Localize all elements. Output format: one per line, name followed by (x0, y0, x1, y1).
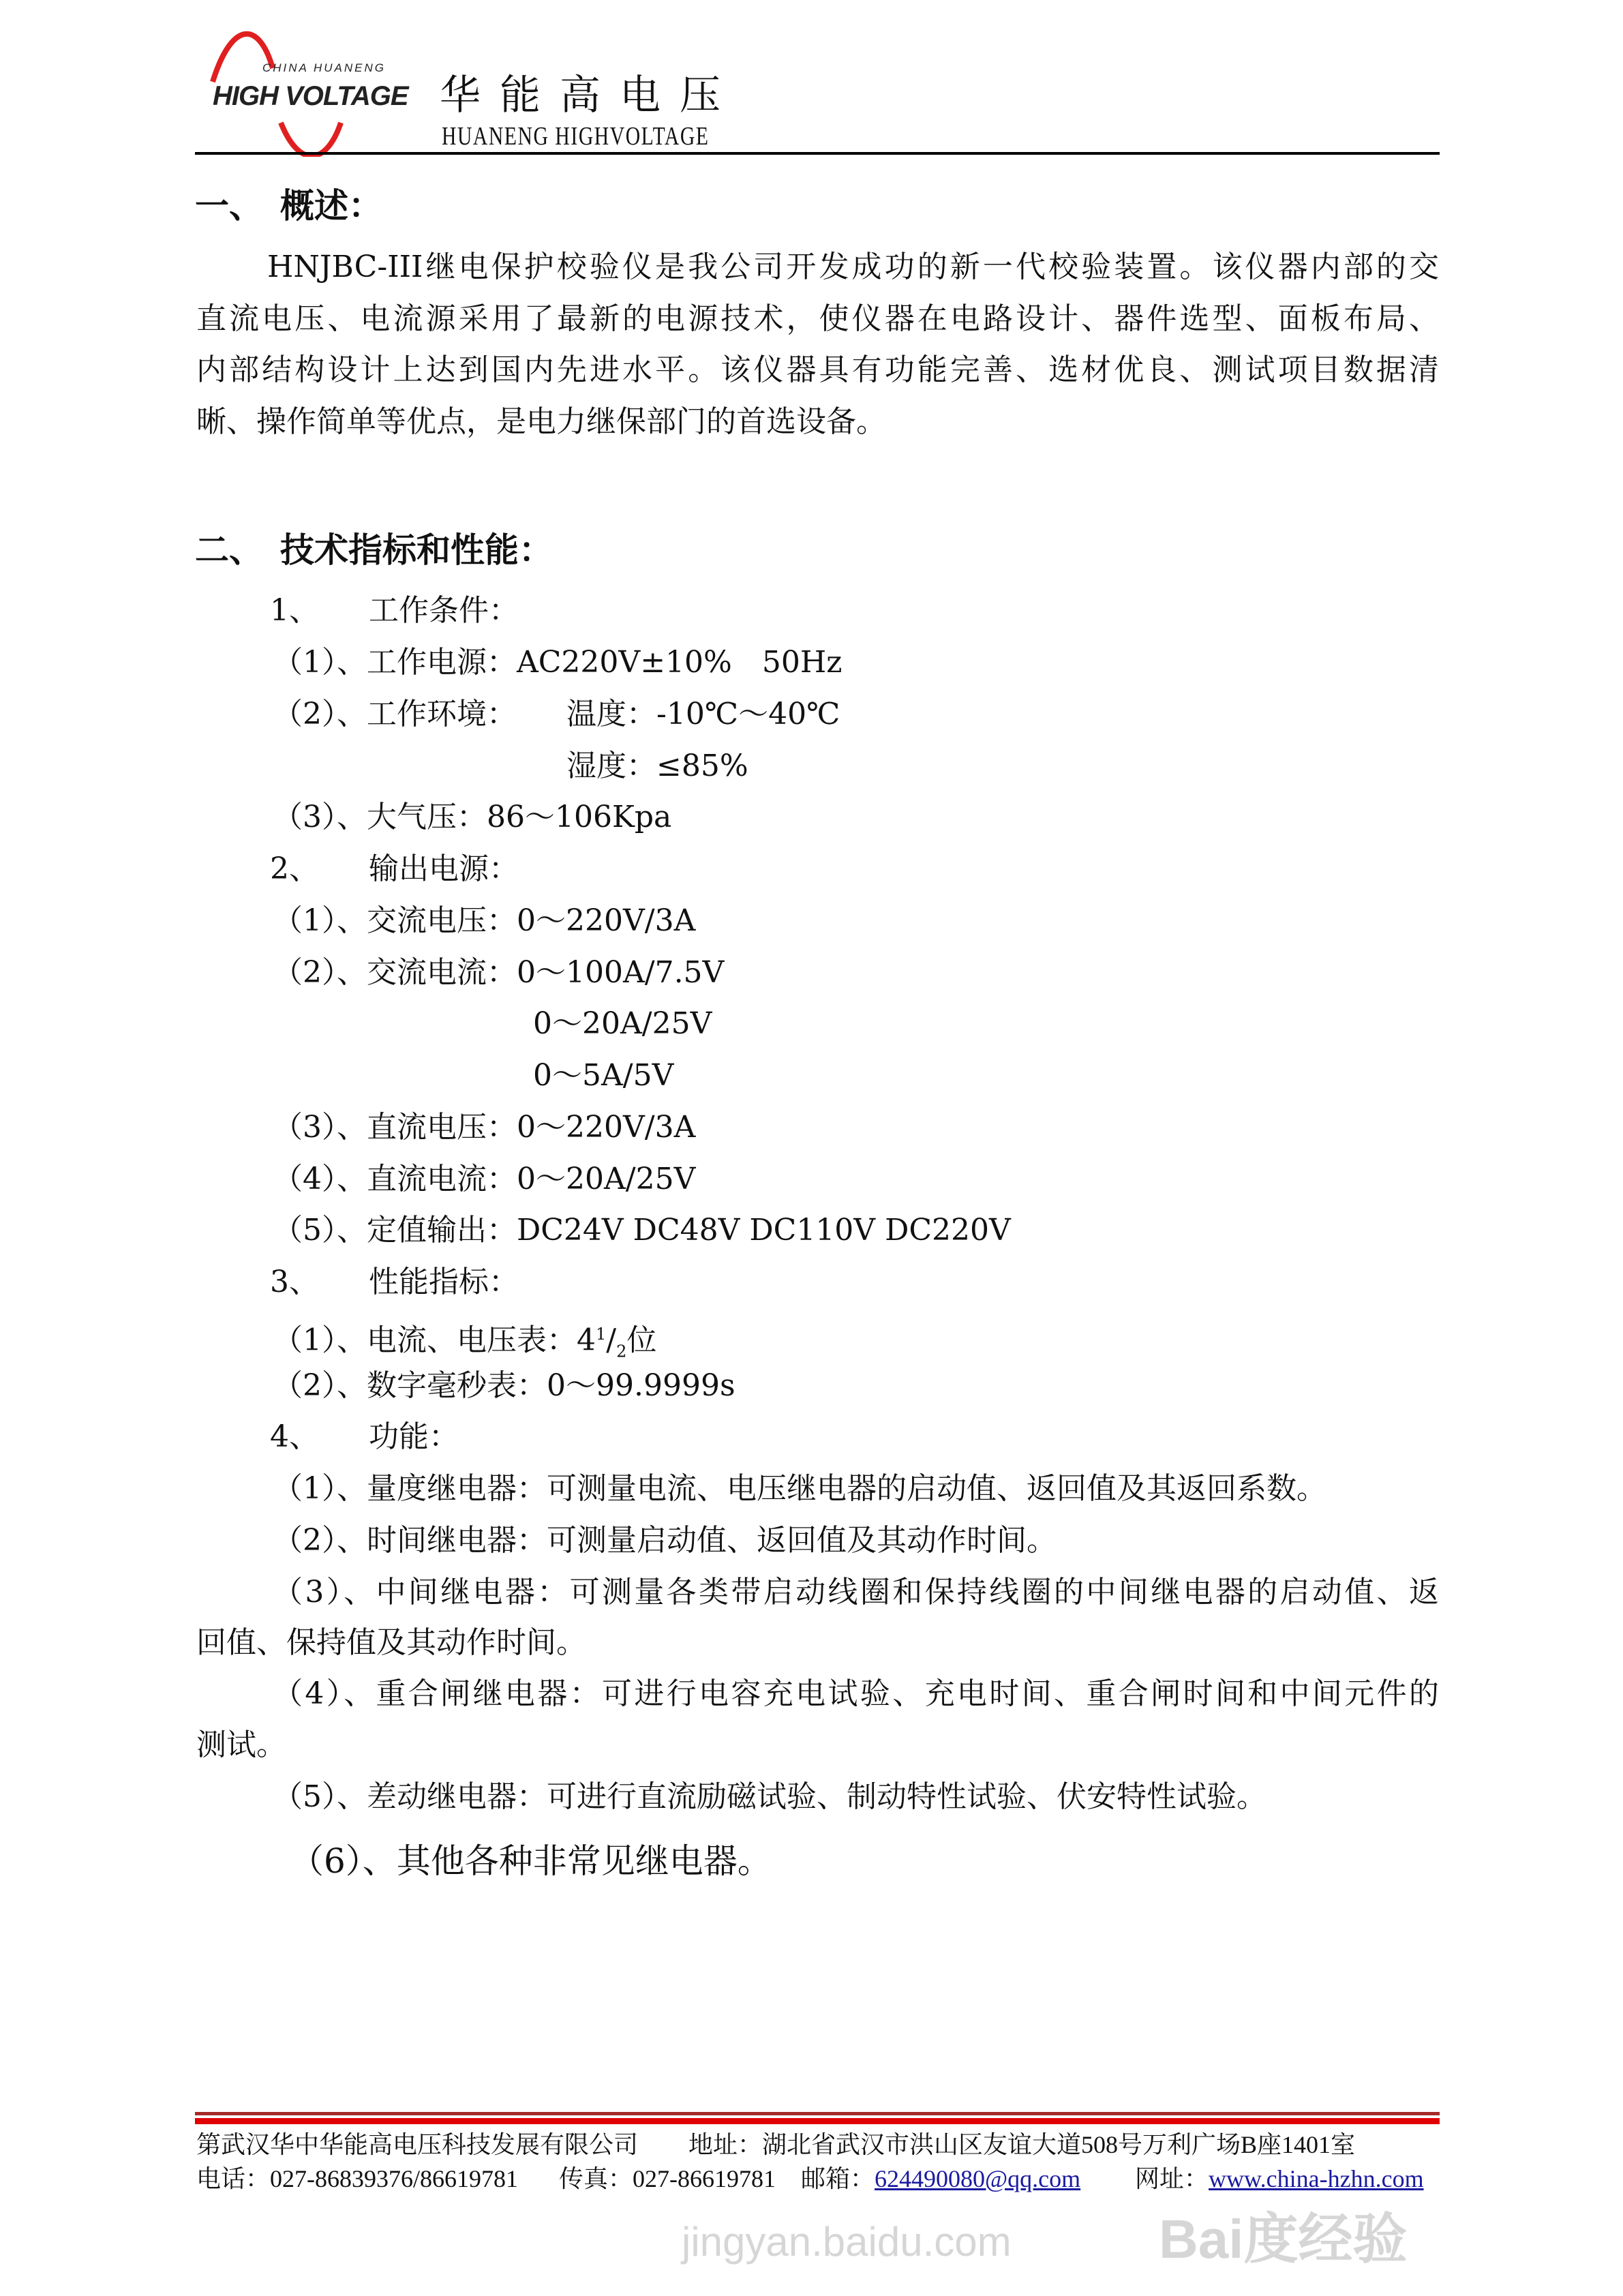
watermark-logo: Bai度经验 (1159, 2209, 1408, 2269)
spec-line: （3）、直流电压：0～220V/3A (273, 1110, 696, 1145)
subscript: 2 (616, 1342, 627, 1361)
website-label: 网址： (1135, 2165, 1209, 2192)
footer-address: 地址：湖北省武汉市洪山区友谊大道508号万利广场B座1401室 (688, 2131, 1356, 2158)
item-heading: 性能指标： (369, 1265, 519, 1299)
website-link[interactable]: www.china-hzhn.com (1209, 2165, 1424, 2192)
text: / (606, 1323, 617, 1358)
item-number: 3、 (270, 1265, 319, 1299)
text: （1）、电流、电压表：4 (273, 1323, 596, 1358)
item-number: 2、 (270, 851, 319, 886)
spec-line: （2）、交流电流：0～100A/7.5V (273, 955, 725, 990)
overview-line: HNJBC-III继电保护校验仪是我公司开发成功的新一代校验装置。该仪器内部的交 (267, 250, 1439, 284)
item-heading: 工作条件： (369, 593, 519, 628)
spec-line: 0～5A/5V (533, 1058, 674, 1093)
header-divider (195, 152, 1440, 155)
footer-fax: 传真：027-86619781 (559, 2165, 776, 2192)
footer-divider-red (195, 2118, 1440, 2124)
text: 位 (626, 1323, 657, 1358)
function-line: （6）、其他各种非常见继电器。 (290, 1841, 772, 1881)
footer-company: 第武汉华中华能高电压科技发展有限公司 (196, 2131, 639, 2158)
spec-line-meter (273, 1314, 656, 1372)
footer-phone: 电话：027-86839376/86619781 (196, 2165, 518, 2192)
email-label: 邮箱： (801, 2165, 875, 2192)
function-line: （3）、中间继电器：可测量各类带启动线圈和保持线圈的中间继电器的启动值、返 (273, 1575, 1439, 1610)
function-line: （5）、差动继电器：可进行直流励磁试验、制动特性试验、伏安特性试验。 (273, 1779, 1266, 1814)
logo-small-text: CHINA HUANENG (262, 61, 386, 74)
item-number: 4、 (270, 1419, 319, 1454)
section-overview-title: 一、 概述： (195, 186, 382, 226)
item-heading: 输出电源： (369, 851, 519, 886)
spec-line: 0～20A/25V (533, 1006, 712, 1041)
brand-name-cn: 华能高电压 (440, 72, 740, 119)
item-heading: 功能： (369, 1419, 459, 1454)
function-line: （4）、重合闸继电器：可进行电容充电试验、充电时间、重合闸时间和中间元件的 (273, 1676, 1439, 1711)
function-line: （1）、量度继电器：可测量电流、电压继电器的启动值、返回值及其返回系数。 (273, 1471, 1326, 1506)
spec-line: 湿度：≤85% (566, 749, 748, 783)
logo-big-text: HIGH VOLTAGE (213, 81, 408, 111)
spec-line: （1）、工作电源：AC220V±10% 50Hz (273, 645, 843, 680)
spec-line: 温度：-10℃～40℃ (566, 697, 840, 731)
spec-line: （2）、工作环境： (273, 697, 517, 731)
footer-email (801, 2164, 1080, 2193)
footer-divider (195, 2112, 1440, 2115)
spec-line: （1）、交流电压：0～220V/3A (273, 903, 696, 938)
function-line: （2）、时间继电器：可测量启动值、返回值及其动作时间。 (273, 1523, 1057, 1558)
superscript: 1 (596, 1325, 607, 1344)
overview-line: 晰、操作简单等优点，是电力继保部门的首选设备。 (196, 404, 886, 439)
spec-line: （5）、定值输出：DC24V DC48V DC110V DC220V (273, 1213, 1011, 1248)
watermark-url: jingyan.baidu.com (682, 2219, 1012, 2265)
spec-line: （4）、直流电流：0～20A/25V (273, 1162, 696, 1196)
email-link[interactable]: 624490080@qq.com (875, 2165, 1081, 2192)
spec-line: （2）、数字毫秒表：0～99.9999s (273, 1368, 735, 1403)
overview-line: 直流电压、电流源采用了最新的电源技术，使仪器在电路设计、器件选型、面板布局、 (196, 301, 1439, 336)
brand-name-en: HUANENG HIGHVOLTAGE (442, 122, 710, 151)
spec-line: （3）、大气压：86～106Kpa (273, 800, 672, 834)
function-line: 回值、保持值及其动作时间。 (196, 1625, 586, 1660)
section-specs-title: 二、 技术指标和性能： (195, 530, 553, 570)
overview-line: 内部结构设计上达到国内先进水平。该仪器具有功能完善、选材优良、测试项目数据清 (196, 352, 1439, 387)
footer-website (1135, 2164, 1424, 2193)
function-line: 测试。 (196, 1727, 286, 1762)
item-number: 1、 (270, 593, 319, 628)
